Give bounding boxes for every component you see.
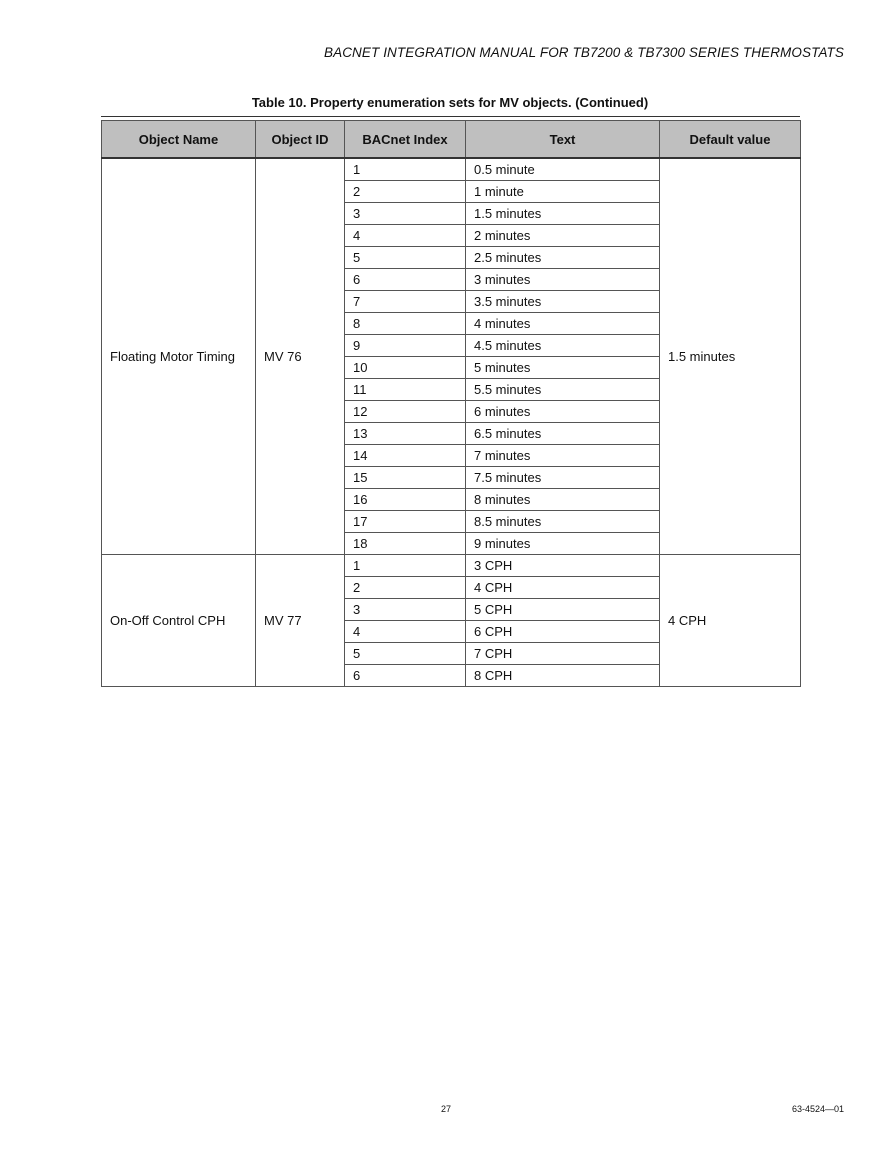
table-body bbox=[102, 158, 801, 687]
column-header-default-value: Default value bbox=[660, 121, 801, 159]
bacnet-index-cell: 15 bbox=[345, 467, 466, 489]
bacnet-index-cell: 2 bbox=[345, 577, 466, 599]
bacnet-index-cell: 13 bbox=[345, 423, 466, 445]
bacnet-index-cell: 14 bbox=[345, 445, 466, 467]
text-cell: 5.5 minutes bbox=[466, 379, 660, 401]
enumeration-table bbox=[101, 120, 801, 687]
bacnet-index-cell: 5 bbox=[345, 643, 466, 665]
bacnet-index-cell: 4 bbox=[345, 621, 466, 643]
text-cell: 6.5 minutes bbox=[466, 423, 660, 445]
column-header-object-name: Object Name bbox=[102, 121, 256, 159]
bacnet-index-cell: 3 bbox=[345, 203, 466, 225]
text-cell: 4.5 minutes bbox=[466, 335, 660, 357]
column-header-bacnet-index: BACnet Index bbox=[345, 121, 466, 159]
text-cell: 5 minutes bbox=[466, 357, 660, 379]
table-caption: Table 10. Property enumeration sets for MV objects. (Continued) bbox=[251, 95, 649, 110]
table-header-row bbox=[102, 121, 801, 159]
object-name-cell: On-Off Control CPH bbox=[102, 555, 256, 687]
object-id-cell: MV 77 bbox=[256, 555, 345, 687]
text-cell: 3.5 minutes bbox=[466, 291, 660, 313]
table-row bbox=[102, 158, 801, 181]
document-number: 63-4524—01 bbox=[791, 1104, 844, 1114]
bacnet-index-cell: 10 bbox=[345, 357, 466, 379]
bacnet-index-cell: 1 bbox=[345, 555, 466, 577]
bacnet-index-cell: 17 bbox=[345, 511, 466, 533]
text-cell: 6 minutes bbox=[466, 401, 660, 423]
bacnet-index-cell: 6 bbox=[345, 269, 466, 291]
text-cell: 8 minutes bbox=[466, 489, 660, 511]
text-cell: 7 minutes bbox=[466, 445, 660, 467]
bacnet-index-cell: 1 bbox=[345, 158, 466, 181]
column-header-text: Text bbox=[466, 121, 660, 159]
text-cell: 2.5 minutes bbox=[466, 247, 660, 269]
default-value-cell: 4 CPH bbox=[660, 555, 801, 687]
running-header: BACNET INTEGRATION MANUAL FOR TB7200 & TB7300 SERIES THERMOSTATS bbox=[323, 45, 844, 60]
text-cell: 3 minutes bbox=[466, 269, 660, 291]
object-name-cell: Floating Motor Timing bbox=[102, 158, 256, 555]
text-cell: 5 CPH bbox=[466, 599, 660, 621]
text-cell: 4 CPH bbox=[466, 577, 660, 599]
text-cell: 6 CPH bbox=[466, 621, 660, 643]
text-cell: 7.5 minutes bbox=[466, 467, 660, 489]
text-cell: 8 CPH bbox=[466, 665, 660, 687]
text-cell: 2 minutes bbox=[466, 225, 660, 247]
column-header-object-id: Object ID bbox=[256, 121, 345, 159]
bacnet-index-cell: 11 bbox=[345, 379, 466, 401]
table-container bbox=[101, 116, 800, 687]
bacnet-index-cell: 12 bbox=[345, 401, 466, 423]
bacnet-index-cell: 2 bbox=[345, 181, 466, 203]
table-row bbox=[102, 555, 801, 577]
text-cell: 3 CPH bbox=[466, 555, 660, 577]
bacnet-index-cell: 5 bbox=[345, 247, 466, 269]
text-cell: 1.5 minutes bbox=[466, 203, 660, 225]
text-cell: 7 CPH bbox=[466, 643, 660, 665]
text-cell: 4 minutes bbox=[466, 313, 660, 335]
object-id-cell: MV 76 bbox=[256, 158, 345, 555]
page-number: 27 bbox=[440, 1104, 451, 1114]
text-cell: 1 minute bbox=[466, 181, 660, 203]
bacnet-index-cell: 4 bbox=[345, 225, 466, 247]
bacnet-index-cell: 9 bbox=[345, 335, 466, 357]
bacnet-index-cell: 16 bbox=[345, 489, 466, 511]
default-value-cell: 1.5 minutes bbox=[660, 158, 801, 555]
bacnet-index-cell: 3 bbox=[345, 599, 466, 621]
bacnet-index-cell: 7 bbox=[345, 291, 466, 313]
text-cell: 0.5 minute bbox=[466, 158, 660, 181]
text-cell: 8.5 minutes bbox=[466, 511, 660, 533]
text-cell: 9 minutes bbox=[466, 533, 660, 555]
bacnet-index-cell: 8 bbox=[345, 313, 466, 335]
bacnet-index-cell: 6 bbox=[345, 665, 466, 687]
bacnet-index-cell: 18 bbox=[345, 533, 466, 555]
